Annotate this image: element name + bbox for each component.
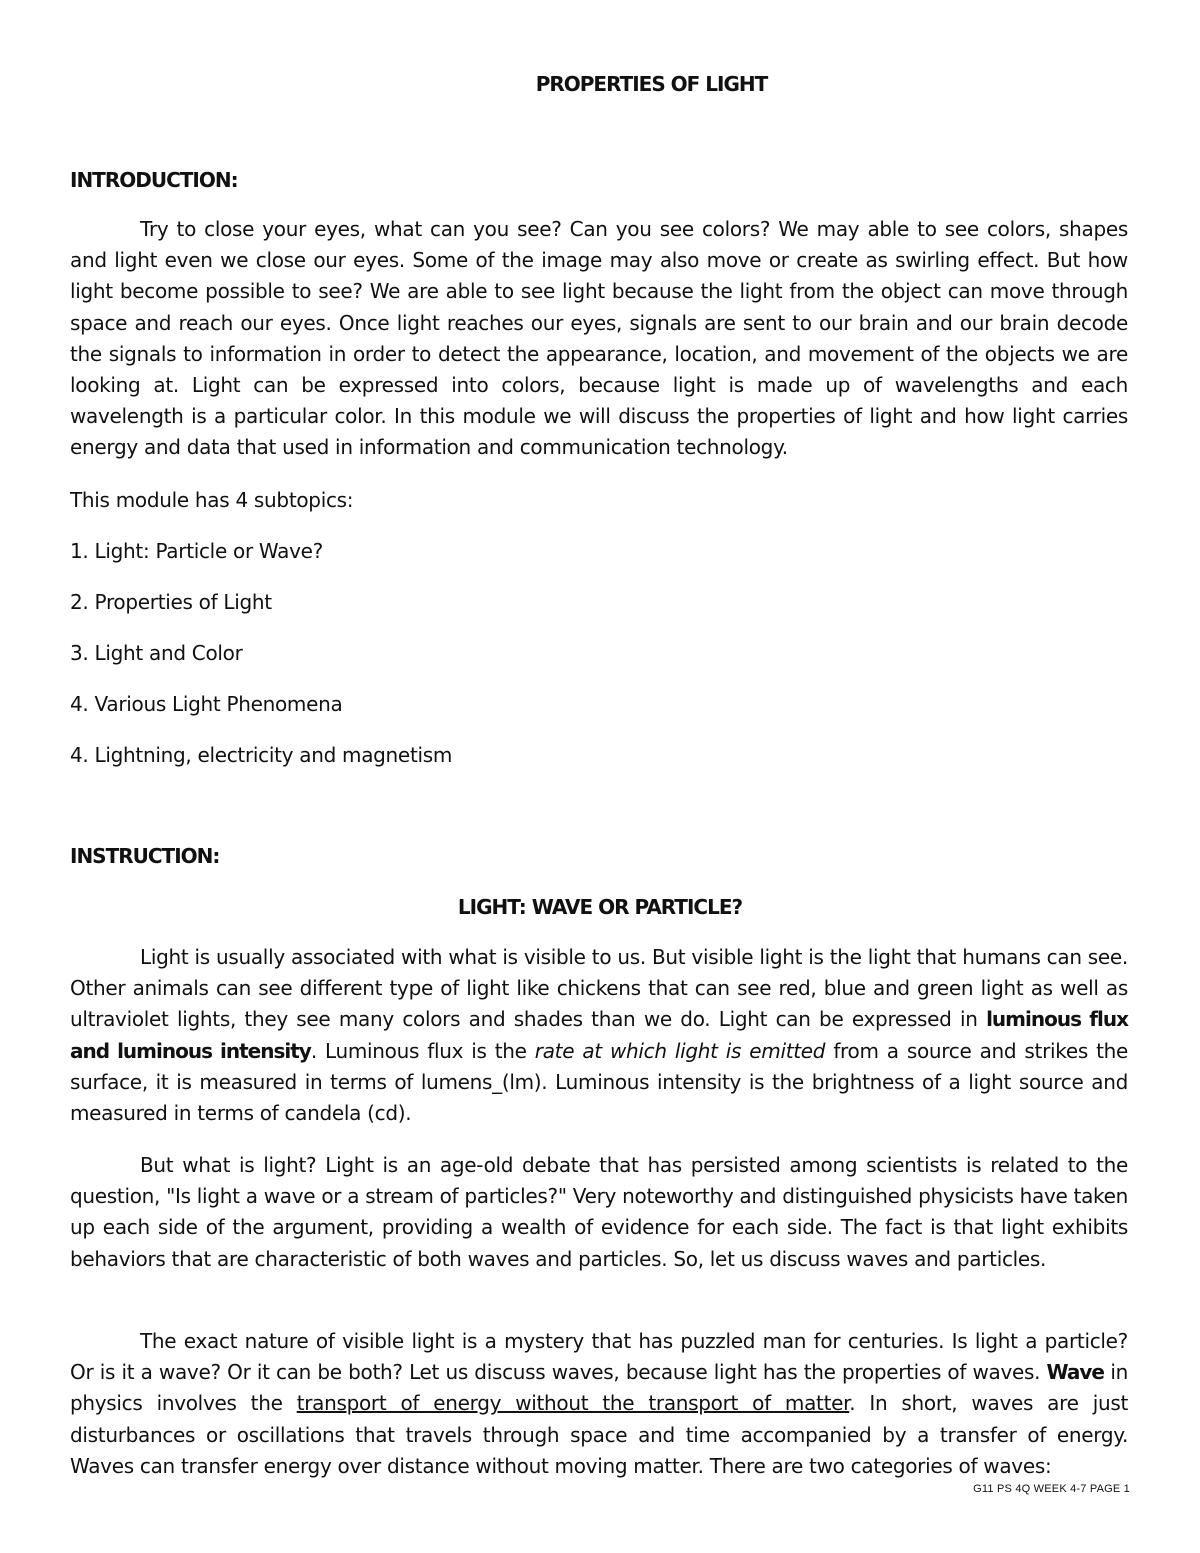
instruction-heading: INSTRUCTION: (70, 844, 220, 868)
subtopics-intro: This module has 4 subtopics: (70, 488, 354, 512)
subtopic-item-2: 2. Properties of Light (70, 590, 272, 614)
p1-italic-term: rate at which light is emitted (534, 1038, 826, 1063)
instruction-paragraph-3 (70, 1326, 1128, 1482)
p3-text-a: The exact nature of visible light is a mystery that has puzzled man for centuries. Is light a particle? Or is it a wave? Or it can be both? Let us discuss waves, because light has the properties of waves. (70, 1329, 1128, 1385)
introduction-text: Try to close your eyes, what can you see? Can you see colors? We may able to see colors, shapes and light even we close our eyes. Some of the image may also move or create as swirling effect. But how light become possible to see? We are able to see light because the light from the object can move through space and reach our eyes. Once light reaches our eyes, signals are sent to our brain and our brain decode the signals to information in order to detect the appearance, location, and movement of the objects we are looking at. Light can be expressed into colors, because light is made up of wavelengths and each wavelength is a particular color. In this module we will discuss the properties of light and how light carries energy and data that used in information and communication technology. (70, 217, 1128, 460)
section-subheading: LIGHT: WAVE OR PARTICLE? (457, 895, 743, 919)
p1-text-a: Light is usually associated with what is visible to us. But visible light is the light that humans can see. Other animals can see different type of light like chickens that can see red, blue and green light as well as ultraviolet lights, they see many colors and shades than we do. Light can be expressed in (70, 945, 1128, 1032)
p3-underlined-term: transport of energy without the transport of matter (296, 1391, 850, 1416)
p1-text-c: from a source and strikes the surface, it is measured in terms of lumens_(lm). Luminous intensity is the brightness of a light source and measured in terms of candela (cd). (70, 1038, 1129, 1126)
document-title: PROPERTIES OF LIGHT (535, 72, 768, 96)
p3-text-b: in physics involves the (70, 1360, 1128, 1416)
introduction-paragraph (70, 214, 1128, 464)
introduction-heading: INTRODUCTION: (70, 168, 238, 192)
p1-text-b: . Luminous flux is the (310, 1038, 535, 1063)
p2-text: But what is light? Light is an age-old debate that has persisted among scientists is related to the question, "Is light a wave or a stream of particles?" Very noteworthy and distinguished physicists have taken up each side of the argument, providing a wealth of evidence for each side. The fact is that light exhibits behaviors that are characteristic of both waves and particles. So, let us discuss waves and particles. (70, 1153, 1128, 1271)
instruction-paragraph-1 (70, 942, 1128, 1129)
page-footer: G11 PS 4Q WEEK 4-7 PAGE 1 (973, 1483, 1130, 1495)
subtopic-item-1: 1. Light: Particle or Wave? (70, 539, 323, 563)
subtopic-item-3: 3. Light and Color (70, 641, 243, 665)
p3-bold-term: Wave (1046, 1360, 1104, 1385)
p1-bold-term: luminous flux and luminous intensity (70, 1007, 1128, 1063)
subtopic-item-4: 4. Various Light Phenomena (70, 692, 343, 716)
subtopic-item-5: 4. Lightning, electricity and magnetism (70, 743, 453, 767)
p3-text-c: . In short, waves are just disturbances or oscillations that travels through space and time accompanied by a transfer of energy. Waves can transfer energy over distance without moving matter. There are two categories of waves: (70, 1391, 1129, 1478)
instruction-paragraph-2 (70, 1150, 1128, 1275)
